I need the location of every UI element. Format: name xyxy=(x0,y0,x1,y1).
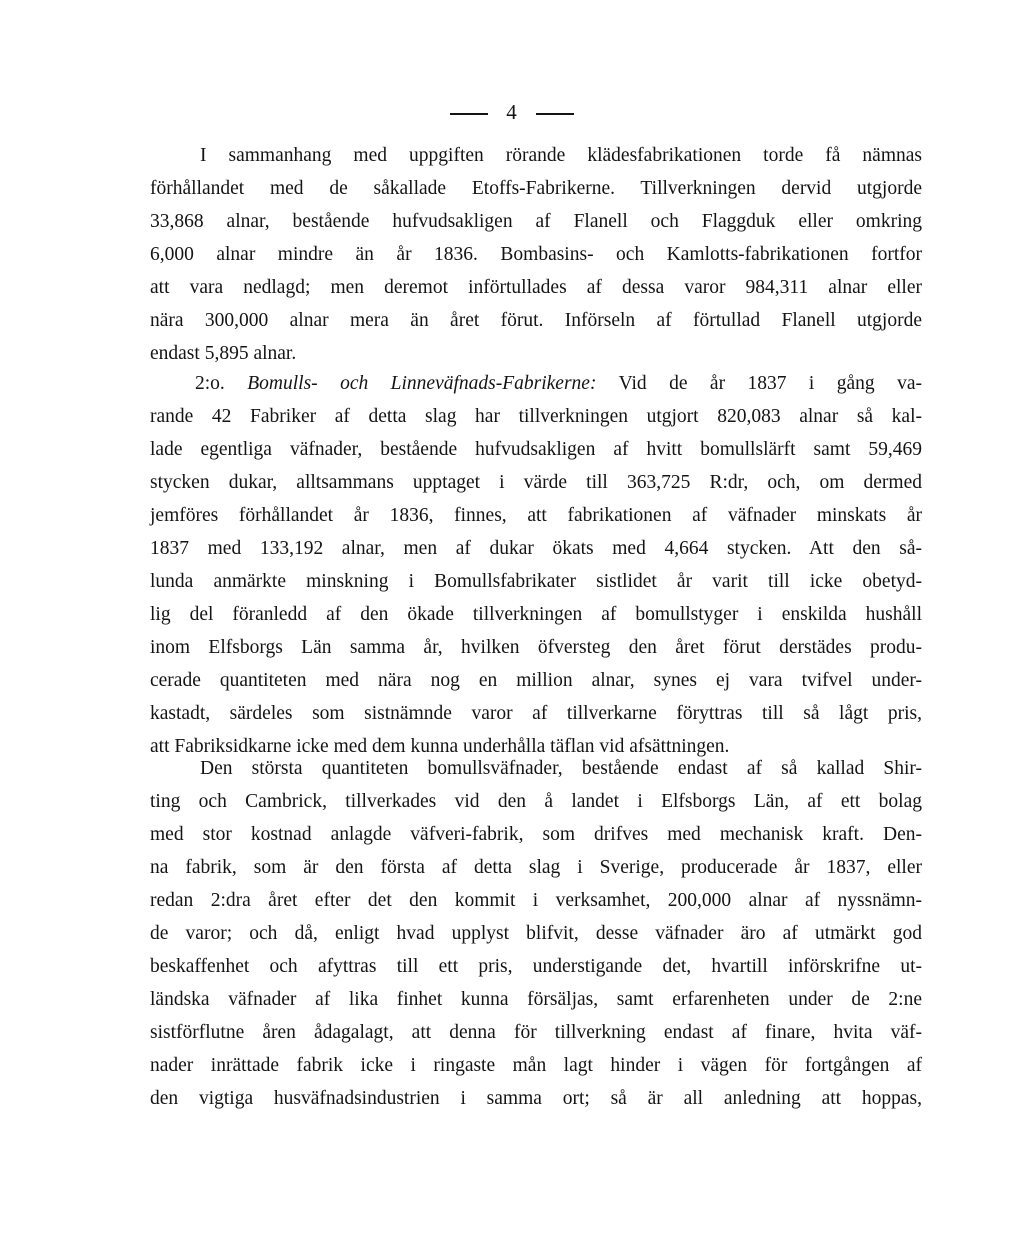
text-line: 1837 med 133,192 alnar, men af dukar ökats med 4,664 stycken. Att den så- xyxy=(150,538,922,559)
text-line: 33,868 alnar, bestående hufvudsakligen af Flanell och Flaggduk eller omkring xyxy=(150,211,922,232)
text-line: redan 2:dra året efter det den kommit i verksamhet, 200,000 alnar af nyssnämn- xyxy=(150,890,922,911)
text-line: cerade quantiteten med nära nog en million alnar, synes ej vara tvifvel under- xyxy=(150,670,922,691)
text-line: rande 42 Fabriker af detta slag har tillverkningen utgjort 820,083 alnar så kal- xyxy=(150,406,922,427)
text-line: ting och Cambrick, tillverkades vid den å landet i Elfsborgs Län, af ett bolag xyxy=(150,791,922,812)
text-line: nader inrättade fabrik icke i ringaste mån lagt hinder i vägen för fortgången af xyxy=(150,1055,922,1076)
page-number-dash-left xyxy=(450,113,488,115)
text-line: förhållandet med de såkallade Etoffs-Fabrikerne. Tillverkningen dervid utgjorde xyxy=(150,178,922,199)
text-line: kastadt, särdeles som sistnämnde varor af tillverkarne föryttras till så lågt pris, xyxy=(150,703,922,724)
text-line: lig del föranledd af den ökade tillverkningen af bomullstyger i enskilda hushåll xyxy=(150,604,922,625)
text-line: lunda anmärkte minskning i Bomullsfabrikater sistlidet år varit till icke obetyd- xyxy=(150,571,922,592)
text-line: stycken dukar, alltsammans upptaget i värde till 363,725 R:dr, och, om dermed xyxy=(150,472,922,493)
text-line: I sammanhang med uppgiften rörande klädesfabrikationen torde få nämnas xyxy=(200,145,922,166)
text-line: med stor kostnad anlagde väfveri-fabrik, som drifves med mechanisk kraft. Den- xyxy=(150,824,922,845)
section-heading-rest: Vid de år 1837 i gång va- xyxy=(618,373,923,394)
section-heading-line xyxy=(150,367,922,400)
text-line: endast 5,895 alnar. xyxy=(150,343,297,364)
text-line: att vara nedlagd; men deremot införtullades af dessa varor 984,311 alnar eller xyxy=(150,277,922,298)
page-number-dash-right xyxy=(536,113,574,115)
text-line: den vigtiga husväfnadsindustrien i samma ort; så är all anledning att hoppas, xyxy=(150,1088,922,1109)
paragraph-etoffs xyxy=(150,139,922,370)
section-number: 2:o. xyxy=(195,373,225,394)
text-line: lade egentliga väfnader, bestående hufvudsakligen af hvitt bomullslärft samt 59,469 xyxy=(150,439,922,460)
text-line: 6,000 alnar mindre än år 1836. Bombasins- och Kamlotts-fabrikationen fortfor xyxy=(150,244,922,265)
text-line: de varor; och då, enligt hvad upplyst blifvit, desse väfnader äro af utmärkt god xyxy=(150,923,922,944)
text-line: na fabrik, som är den första af detta slag i Sverige, producerade år 1837, eller xyxy=(150,857,922,878)
page-number-text: 4 xyxy=(506,100,518,124)
text-line: Den största quantiteten bomullsväfnader, bestående endast af så kallad Shir- xyxy=(200,758,922,779)
paragraph-bomulls-linne xyxy=(150,367,922,763)
text-line: beskaffenhet och afyttras till ett pris, understigande det, hvartill införskrifne ut- xyxy=(150,956,922,977)
text-line: ländska väfnader af lika finhet kunna försäljas, samt erfarenheten under de 2:ne xyxy=(150,989,922,1010)
text-line: sistförflutne åren ådagalagt, att denna för tillverkning endast af finare, hvita väf- xyxy=(150,1022,922,1043)
text-line: jemföres förhållandet år 1836, finnes, att fabrikationen af väfnader minskats år xyxy=(150,505,922,526)
paragraph-bomullsvafnader xyxy=(150,752,922,1115)
text-line: inom Elfsborgs Län samma år, hvilken öfversteg den året förut derstädes produ- xyxy=(150,637,922,658)
text-line: att Fabriksidkarne icke med dem kunna underhålla täflan vid afsättningen. xyxy=(150,736,730,757)
page-number xyxy=(0,100,1024,125)
text-line: nära 300,000 alnar mera än året förut. Införseln af förtullad Flanell utgjorde xyxy=(150,310,922,331)
section-heading: Bomulls- och Linneväfnads-Fabrikerne: xyxy=(247,373,597,394)
